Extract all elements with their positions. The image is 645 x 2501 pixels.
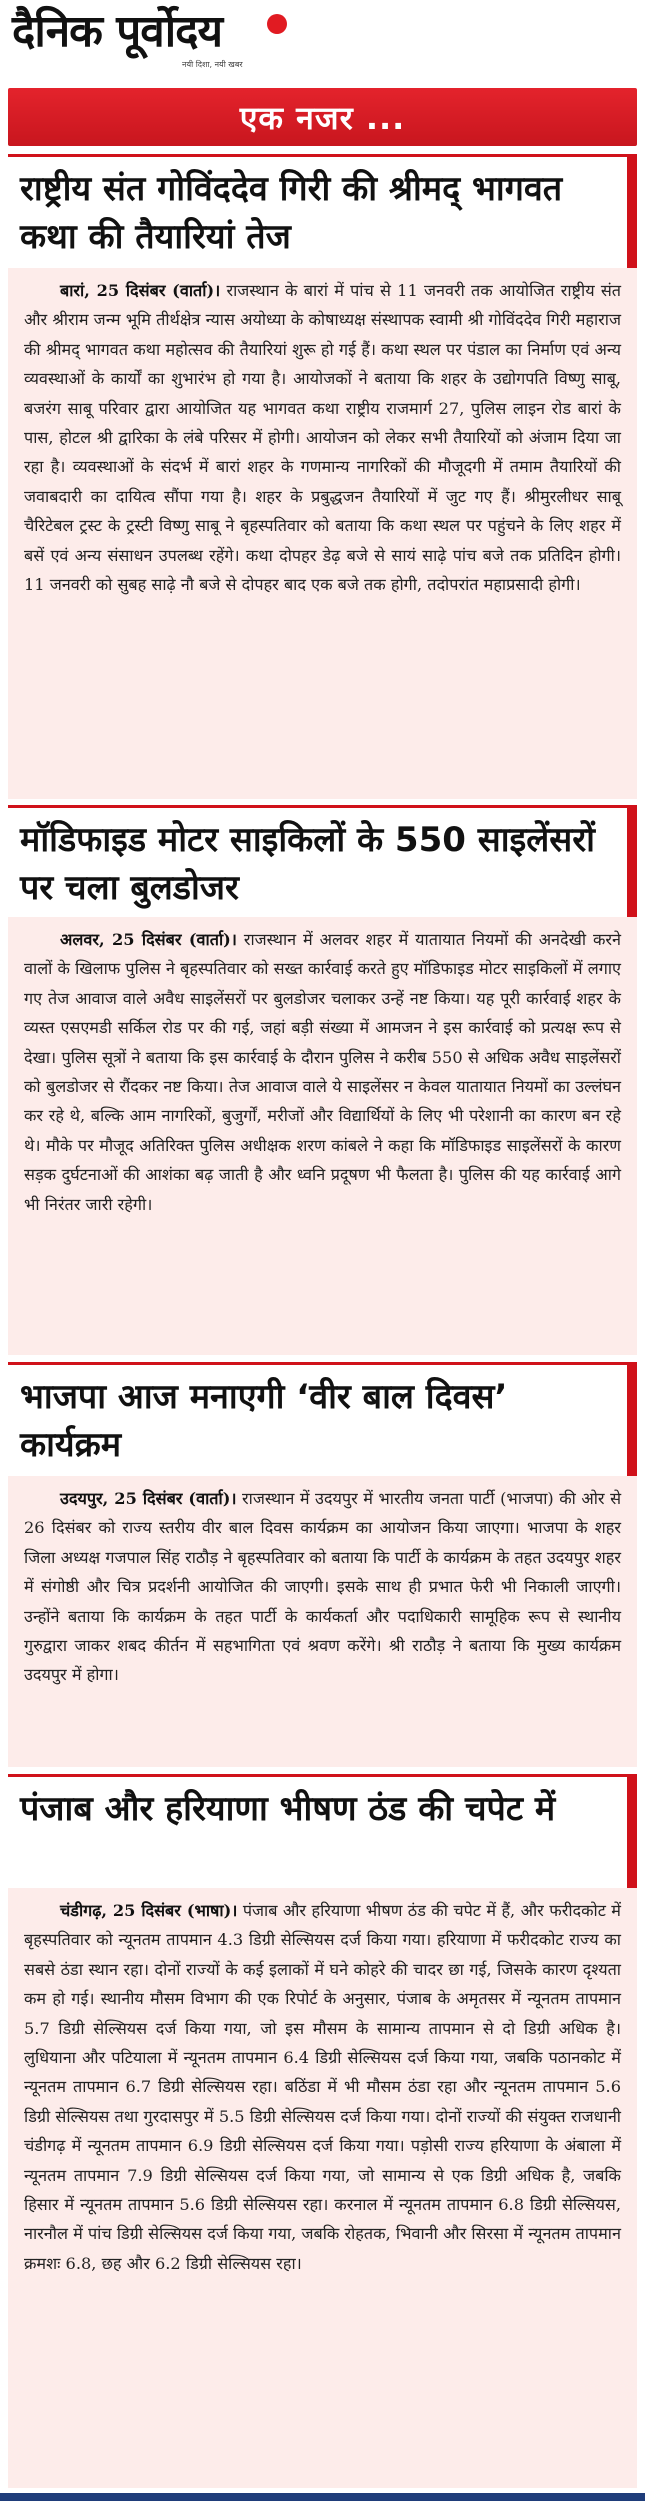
story-dateline: उदयपुर, 25 दिसंबर (वार्ता)।: [60, 1489, 237, 1508]
story-paragraph: [24, 925, 621, 1219]
story-dateline: बारां, 25 दिसंबर (वार्ता)।: [60, 281, 221, 300]
headline-accent-bar: [627, 1777, 637, 1888]
story-headline-block: [8, 805, 637, 917]
story-text: राजस्थान में अलवर शहर में यातायात नियमों की अनदेखी करने वालों के खिलाफ पुलिस ने बृहस्पतिवार को सख्त कार्रवाई करते हुए मॉडिफाइड मोटर साइकिलों में लगाए गए तेज आवाज वाले अवैध साइलेंसरों पर बुलडोजर चलाकर उन्हें नष्ट किया। यह पूरी कार्रवाई शहर के व्यस्त एसएमडी सर्किल रोड पर की गई, जहां बड़ी संख्या में आमजन ने इस कार्रवाई को प्रत्यक्ष रूप से देखा। पुलिस सूत्रों ने बताया कि इस कार्रवाई के दौरान पुलिस ने करीब 550 से अधिक अवैध साइलेंसरों को बुलडोजर से रौंदकर नष्ट किया। तेज आवाज वाले ये साइलेंसर न केवल यातायात नियमों का उल्लंघन कर रहे थे, बल्कि आम नागरिकों, बुजुर्गों, मरीजों और विद्यार्थियों के लिए भी परेशानी का कारण बन रहे थे। मौके पर मौजूद अतिरिक्त पुलिस अधीक्षक शरण कांबले ने कहा कि मॉडिफाइड साइलेंसरों के कारण सड़क दुर्घटनाओं की आशंका बढ़ जाती है और ध्वनि प्रदूषण भी फैलता है। पुलिस की यह कार्रवाई आगे भी निरंतर जारी रहेगी।: [24, 930, 621, 1214]
story-headline-block: [8, 1362, 637, 1476]
story-text: राजस्थान में उदयपुर में भारतीय जनता पार्टी (भाजपा) की ओर से 26 दिसंबर को राज्य स्तरीय वीर बाल दिवस कार्यक्रम का आयोजन किया जाएगा। भाजपा के शहर जिला अध्यक्ष गजपाल सिंह राठौड़ ने बृहस्पतिवार को बताया कि पार्टी के कार्यक्रम के तहत उदयपुर शहर में संगोष्ठी और चित्र प्रदर्शनी आयोजित की जाएगी। इसके साथ ही प्रभात फेरी भी निकाली जाएगी। उन्होंने बताया कि कार्यक्रम के तहत पार्टी के कार्यकर्ता और पदाधिकारी सामूहिक रूप से स्थानीय गुरुद्वारा जाकर शबद कीर्तन में सहभागिता एवं श्रवण करेंगे। श्री राठौड़ ने बताया कि मुख्य कार्यक्रम उदयपुर में होगा।: [24, 1489, 622, 1685]
story-body: [8, 917, 637, 1355]
logo-sun-icon: [267, 14, 287, 34]
story-paragraph: [24, 1484, 621, 1690]
story-dateline: चंडीगढ़, 25 दिसंबर (भाषा)।: [60, 1901, 238, 1920]
story-headline: राष्ट्रीय संत गोविंददेव गिरी की श्रीमद् भागवत कथा की तैयारियां तेज: [20, 169, 563, 257]
page-bottom-border: [0, 2493, 645, 2501]
headline-accent-bar: [627, 157, 637, 268]
story-text: पंजाब और हरियाणा भीषण ठंड की चपेट में हैं, और फरीदकोट में बृहस्पतिवार को न्यूनतम तापमान 4.3 डिग्री सेल्सियस दर्ज किया गया। हरियाणा में फरीदकोट राज्य का सबसे ठंडा स्थान रहा। दोनों राज्यों के कई इलाकों में घने कोहरे की चादर छा गई, जिसके कारण दृश्यता कम हो गई। स्थानीय मौसम विभाग की एक रिपोर्ट के अनुसार, पंजाब के अमृतसर में न्यूनतम तापमान 5.7 डिग्री सेल्सियस दर्ज किया गया, जो इस मौसम के सामान्य तापमान से दो डिग्री अधिक है। लुधियाना और पटियाला में न्यूनतम तापमान 6.4 डिग्री सेल्सियस दर्ज किया गया, जबकि पठानकोट में न्यूनतम तापमान 6.7 डिग्री सेल्सियस रहा। बठिंडा में भी मौसम ठंडा रहा और न्यूनतम तापमान 5.6 डिग्री सेल्सियस तथा गुरदासपुर में 5.5 डिग्री सेल्सियस दर्ज किया गया। दोनों राज्यों की संयुक्त राजधानी चंडीगढ़ में न्यूनतम तापमान 6.9 डिग्री सेल्सियस दर्ज किया गया। पड़ोसी राज्य हरियाणा के अंबाला में न्यूनतम तापमान 7.9 डिग्री सेल्सियस दर्ज किया गया, जो सामान्य से एक डिग्री अधिक है, जबकि हिसार में न्यूनतम तापमान 5.6 डिग्री सेल्सियस रहा। करनाल में न्यूनतम तापमान 6.8 डिग्री सेल्सियस, नारनौल में पांच डिग्री सेल्सियस दर्ज किया गया, जबकि रोहतक, भिवानी और सिरसा में न्यूनतम तापमान क्रमशः 6.8, छह और 6.2 डिग्री सेल्सियस रहा।: [24, 1901, 621, 2273]
section-banner: [8, 88, 637, 146]
masthead: [0, 0, 645, 80]
section-title: एक नजर ...: [239, 98, 406, 137]
story-headline-block: [8, 1774, 637, 1888]
story-body: [8, 1888, 637, 2488]
story-body: [8, 268, 637, 799]
logo-text: दैनिक पूर्वोदय: [12, 6, 223, 57]
story-text: राजस्थान के बारां में पांच से 11 जनवरी तक आयोजित राष्ट्रीय संत और श्रीराम जन्म भूमि तीर्थक्षेत्र न्यास अयोध्या के कोषाध्यक्ष संस्थापक स्वामी श्री गोविंददेव गिरी महाराज की श्रीमद् भागवत कथा महोत्सव की तैयारियां शुरू हो गई हैं। कथा स्थल पर पंडाल का निर्माण एवं अन्य व्यवस्थाओं के कार्यों का शुभारंभ हो गया है। आयोजकों ने बताया कि शहर के उद्योगपति विष्णु साबू, बजरंग साबू परिवार द्वारा आयोजित यह भागवत कथा राष्ट्रीय राजमार्ग 27, पुलिस लाइन रोड बारां के पास, होटल श्री द्वारिका के लंबे परिसर में होगी। आयोजन को लेकर सभी तैयारियों को अंजाम दिया जा रहा है। व्यवस्थाओं के संदर्भ में बारां शहर के गणमान्य नागरिकों की मौजूदगी में तमाम तैयारियों की जवाबदारी का दायित्व सौंपा गया है। शहर के प्रबुद्धजन तैयारियों में जुट गए हैं। श्रीमुरलीधर साबू चैरिटेबल ट्रस्ट के ट्रस्टी विष्णु साबू ने बृहस्पतिवार को बताया कि कथा स्थल पर पहुंचने के लिए शहर में बसें एवं अन्य संसाधन उपलब्ध रहेंगे। कथा दोपहर डेढ़ बजे से सायं साढ़े पांच बजे तक प्रतिदिन होगी। 11 जनवरी को सुबह साढ़े नौ बजे से दोपहर बाद एक बजे तक होगी, तदोपरांत महाप्रसादी होगी।: [24, 281, 621, 595]
headline-accent-bar: [627, 1365, 637, 1476]
story-headline: भाजपा आज मनाएगी ‘वीर बाल दिवस’ कार्यक्रम: [20, 1377, 508, 1465]
story-headline-block: [8, 154, 637, 268]
story-paragraph: [24, 276, 621, 599]
story-dateline: अलवर, 25 दिसंबर (वार्ता)।: [60, 930, 237, 949]
story-headline: मॉडिफाइड मोटर साइकिलों के 550 साइलेंसरों पर चला बुलडोजर: [20, 820, 595, 908]
logo-tagline: नयी दिशा, नयी खबर: [182, 60, 243, 69]
story-headline: पंजाब और हरियाणा भीषण ठंड की चपेट में: [20, 1789, 556, 1829]
story-paragraph: [24, 1896, 621, 2278]
newspaper-logo: [12, 4, 292, 74]
headline-accent-bar: [627, 808, 637, 917]
story-body: [8, 1476, 637, 1767]
